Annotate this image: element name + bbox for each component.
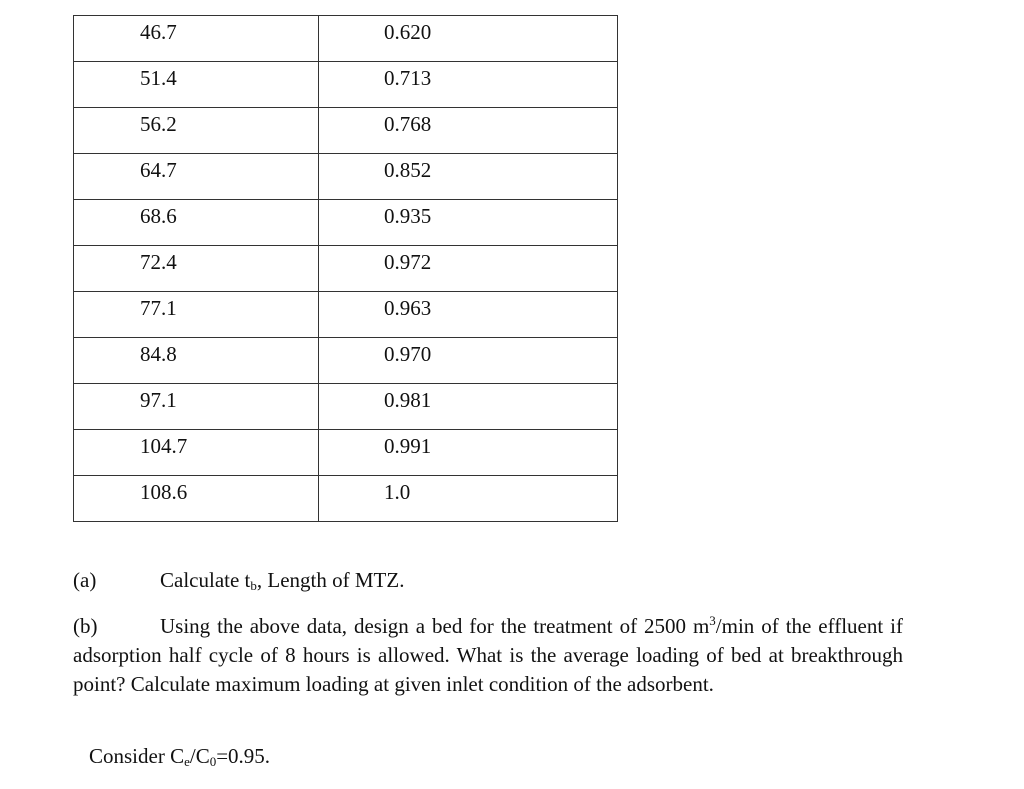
question-a-text-end: , Length of MTZ. (256, 568, 405, 592)
table-cell (319, 246, 618, 292)
question-a-text: Calculate t (160, 568, 251, 592)
table-row (74, 292, 618, 338)
cell-value-col1: 77.1 (140, 296, 177, 320)
table-cell (319, 292, 618, 338)
question-b (73, 612, 903, 699)
cell-value-col1: 46.7 (140, 20, 177, 44)
table-cell (74, 384, 319, 430)
table-row (74, 62, 618, 108)
table-cell (319, 16, 618, 62)
cell-value-col1: 84.8 (140, 342, 177, 366)
table-cell (74, 154, 319, 200)
table-cell (74, 16, 319, 62)
question-a (73, 566, 953, 600)
consider-subscript-e: e (184, 754, 190, 769)
table-row (74, 384, 618, 430)
table-cell (74, 108, 319, 154)
table-cell (74, 338, 319, 384)
cell-value-col1: 97.1 (140, 388, 177, 412)
table-cell (74, 476, 319, 522)
cell-value-col2: 0.620 (384, 20, 432, 44)
table-row (74, 338, 618, 384)
table-cell (74, 62, 319, 108)
cell-value-col1: 56.2 (140, 112, 177, 136)
table-cell (74, 246, 319, 292)
table-row (74, 200, 618, 246)
consider-note (89, 742, 270, 776)
table-row (74, 154, 618, 200)
table-cell (74, 200, 319, 246)
table-cell (319, 62, 618, 108)
table-row (74, 476, 618, 522)
cell-value-col2: 1.0 (384, 480, 411, 504)
table-row (74, 108, 618, 154)
cell-value-col2: 0.991 (384, 434, 432, 458)
data-table (73, 15, 618, 522)
table-cell (319, 384, 618, 430)
cell-value-col2: 0.768 (384, 112, 432, 136)
question-b-label: (b) (73, 614, 98, 638)
cell-value-col1: 64.7 (140, 158, 177, 182)
table-cell (319, 108, 618, 154)
cell-value-col2: 0.713 (384, 66, 432, 90)
table-row (74, 246, 618, 292)
cell-value-col2: 0.935 (384, 204, 432, 228)
cell-value-col2: 0.981 (384, 388, 432, 412)
table-cell (319, 200, 618, 246)
question-b-superscript: 3 (709, 613, 716, 628)
table-row (74, 16, 618, 62)
cell-value-col1: 72.4 (140, 250, 177, 274)
table-cell (74, 430, 319, 476)
consider-subscript-0: 0 (209, 754, 217, 769)
question-b-text: Using the above data, design a bed for the treatment of 2500 m (160, 614, 710, 638)
table-cell (319, 338, 618, 384)
table-cell (319, 430, 618, 476)
question-a-subscript: b (250, 578, 257, 593)
cell-value-col2: 0.970 (384, 342, 432, 366)
cell-value-col2: 0.972 (384, 250, 432, 274)
cell-value-col1: 108.6 (140, 480, 188, 504)
cell-value-col1: 68.6 (140, 204, 177, 228)
data-table-body (74, 16, 618, 522)
cell-value-col1: 51.4 (140, 66, 177, 90)
consider-suffix: =0.95. (216, 744, 271, 768)
table-cell (319, 154, 618, 200)
cell-value-col1: 104.7 (140, 434, 188, 458)
consider-mid: /C (189, 744, 210, 768)
table-cell (74, 292, 319, 338)
table-cell (319, 476, 618, 522)
question-b-text-end: /min of the effluent if adsorption half cycle of 8 hours is allowed. What is the average loading of bed at breakthrough point? Calculate maximum loading at given inlet condition of the adsorbent. (73, 614, 903, 696)
consider-prefix: Consider C (89, 744, 185, 768)
table-row (74, 430, 618, 476)
cell-value-col2: 0.852 (384, 158, 432, 182)
question-a-label: (a) (73, 568, 97, 592)
cell-value-col2: 0.963 (384, 296, 432, 320)
